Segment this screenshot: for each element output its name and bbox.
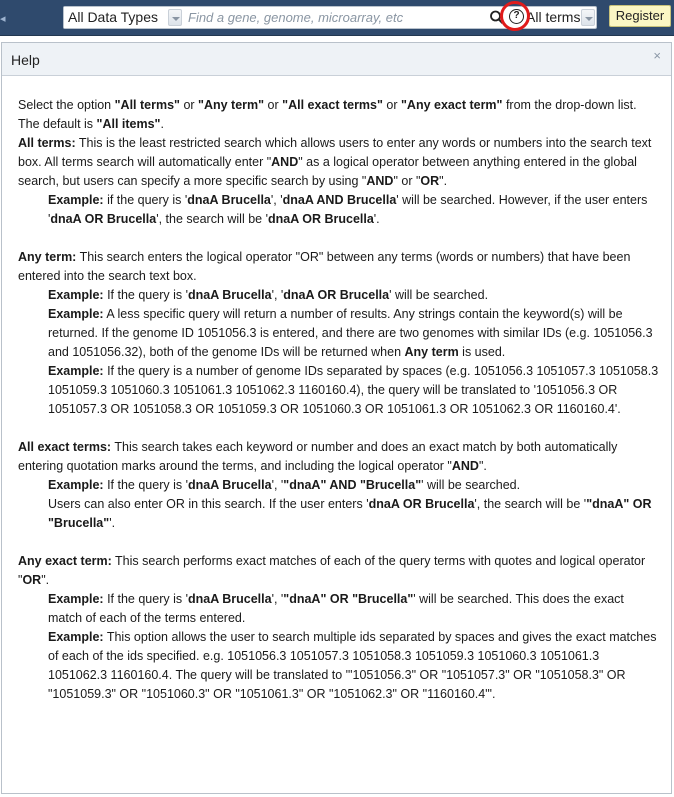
any-term-example-3: Example: If the query is a number of genome IDs separated by spaces (e.g. 1051056.3 1051057.3 1051058.3 1051059.3 1051060.3 1051061.3 1051062.3 1160160.4), the query will be translated to '1051056.3 OR 1051057.3 OR 1051058.3 OR 1051059.3 OR 1051060.3 OR 1051061.3 OR 1051062.3 OR 1160160.4'. (48, 364, 659, 416)
section-all-terms (18, 134, 661, 229)
help-panel-header (2, 43, 671, 76)
all-exact-example: Example: If the query is 'dnaA Brucella', '"dnaA" AND "Brucella"' will be searched. Users can also enter OR in this search. If the user enters 'dnaA OR Brucella', the search will be '"dnaA" OR "Brucella"'. (48, 478, 652, 530)
panel-title: Help (11, 52, 40, 68)
nav-arrow-icon[interactable]: ◂ (0, 13, 6, 25)
any-term-description: Any term: This search enters the logical operator "OR" between any terms (words or numbers) that have been entered into the search text box. (18, 250, 631, 283)
search-input[interactable] (188, 8, 488, 27)
terms-select[interactable]: All terms (526, 9, 581, 25)
all-terms-description: All terms: This is the least restricted search which allows users to enter any words or numbers into the search text box. All terms search will automatically enter "AND" as a logical operator between anything entered in the global search, but users can specify a more specific search by using "AND" or "OR". (18, 136, 652, 188)
any-term-example-1: Example: If the query is 'dnaA Brucella', 'dnaA OR Brucella' will be searched. (48, 288, 489, 302)
help-intro: Select the option "All terms" or "Any term" or "All exact terms" or "Any exact term" from the drop-down list. The default is "All items". (18, 98, 637, 131)
top-bar (0, 0, 674, 36)
close-icon[interactable]: × (653, 48, 661, 63)
any-term-example-2: Example: A less specific query will return a number of results. Any strings contain the keyword(s) will be returned. If the genome ID 1051056.3 is entered, and there are two genomes with similar IDs (e.g. 1051056.3 and 1051056.32), both of the genome IDs will be returned when Any term is used. (48, 307, 653, 359)
global-search (63, 6, 597, 29)
help-icon[interactable]: ? (509, 9, 524, 24)
all-terms-example: Example: if the query is 'dnaA Brucella', 'dnaA AND Brucella' will be searched. However, if the user enters 'dnaA OR Brucella', the search will be 'dnaA OR Brucella'. (48, 193, 648, 226)
search-icon[interactable] (489, 9, 505, 26)
section-any-term (18, 248, 661, 419)
register-button[interactable]: Register (609, 5, 671, 27)
any-exact-example-2: Example: This option allows the user to search multiple ids separated by spaces and gives the exact matches of each of the ids specified. e.g. 1051056.3 1051057.3 1051058.3 1051059.3 1051060.3 1051061.3 1051062.3 1160160.4. The query will be translated to '"1051056.3" OR "1051057.3" OR "1051058.3" OR "1051059.3" OR "1051060.3" OR "1051061.3" OR "1051062.3" OR "1160160.4"'. (48, 630, 657, 701)
terms-dropdown-icon[interactable] (581, 9, 595, 26)
data-type-select[interactable]: All Data Types (64, 7, 186, 28)
any-exact-description: Any exact term: This search performs exact matches of each of the query terms with quotes and logical operator "OR". (18, 554, 646, 587)
section-all-exact-terms (18, 438, 661, 533)
section-any-exact-term (18, 552, 661, 704)
help-panel (1, 42, 672, 794)
any-exact-example-1: Example: If the query is 'dnaA Brucella', '"dnaA" OR "Brucella"' will be searched. This does the exact match of each of the terms entered. (48, 592, 624, 625)
help-content (2, 76, 671, 704)
all-exact-description: All exact terms: This search takes each keyword or number and does an exact match by both automatically entering quotation marks around the terms, and including the logical operator "AND". (18, 440, 618, 473)
data-type-dropdown-icon[interactable] (168, 9, 182, 26)
